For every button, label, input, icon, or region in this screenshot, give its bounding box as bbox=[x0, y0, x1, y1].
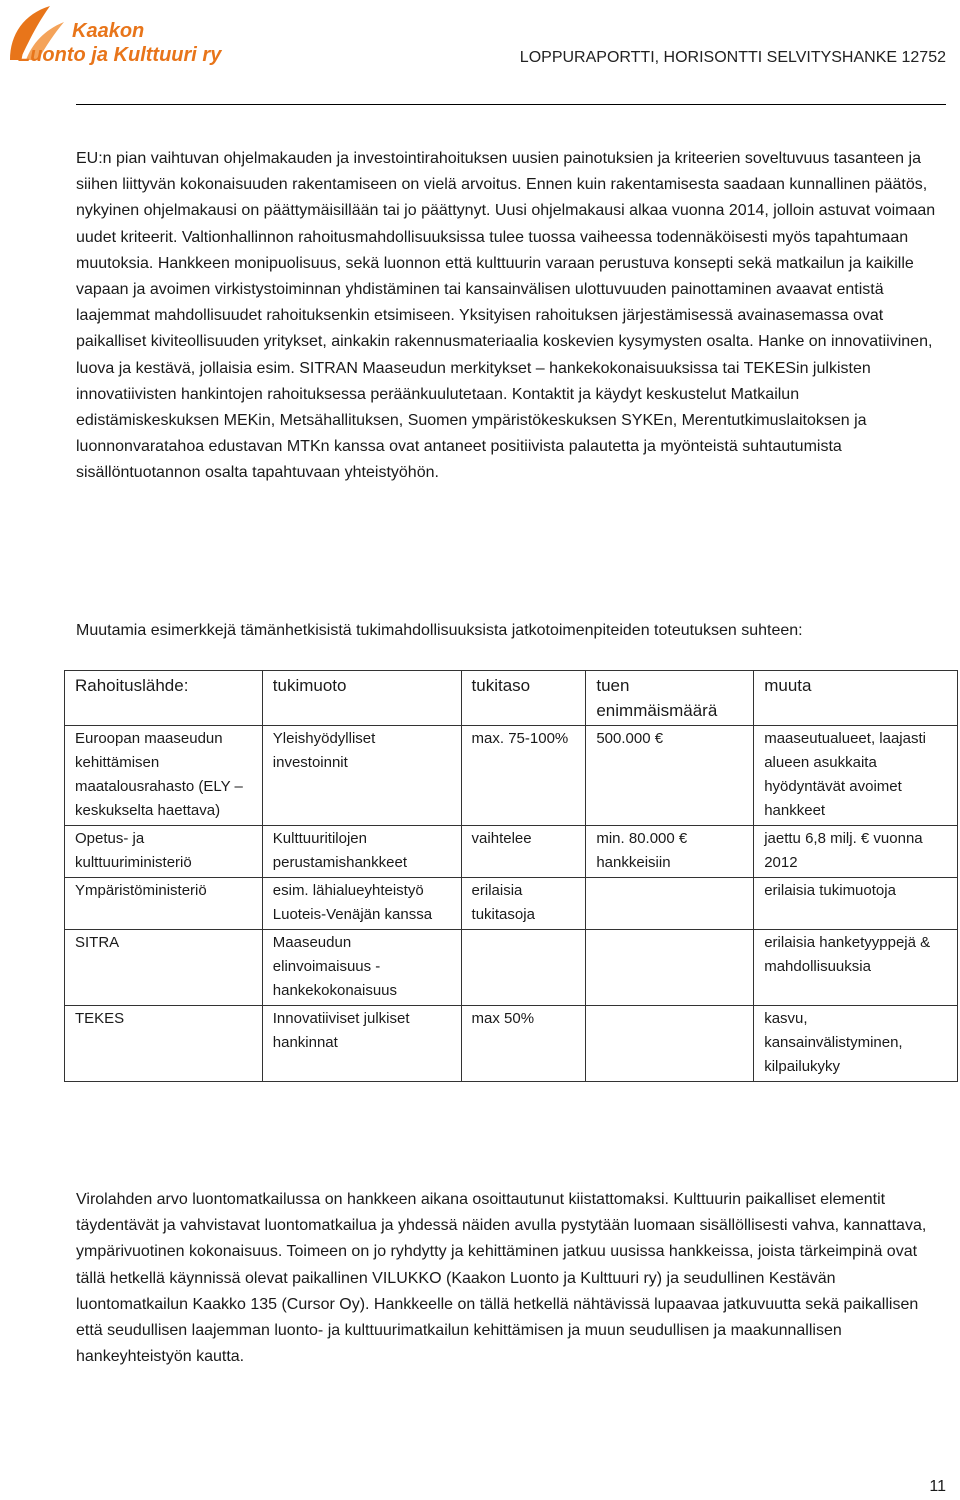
table-cell: Ympäristöministeriö bbox=[65, 878, 263, 930]
table-cell: min. 80.000 € hankkeisiin bbox=[586, 826, 754, 878]
table-row bbox=[65, 726, 958, 826]
table-row bbox=[65, 826, 958, 878]
table-cell: Kulttuuritilojen perustamishankkeet bbox=[262, 826, 461, 878]
column-header-support-type: tukimuoto bbox=[262, 671, 461, 726]
table-cell: SITRA bbox=[65, 930, 263, 1006]
table-cell bbox=[586, 930, 754, 1006]
table-cell: Euroopan maaseudun kehittämisen maatalousrahasto (ELY –keskukselta haettava) bbox=[65, 726, 263, 826]
table-cell: erilaisia tukitasoja bbox=[461, 878, 586, 930]
paragraph-nature-tourism: Virolahden arvo luontomatkailussa on hankkeen aikana osoittautunut kiistattomaksi. Kulttuurin paikalliset elementit täydentävät ja vahvistavat luontomatkailua ja yhdessä näiden avulla pystytään luomaan sisällöllisesti vahva, kannattava, ympärivuotinen kokonaisuus. Toimeen on jo ryhdytty ja kehittäminen jatkuu uusissa hankkeissa, joista tärkeimpinä ovat tällä hetkellä käynnissä olevat paikallinen VILUKKO (Kaakon Luonto ja Kulttuuri ry) ja seudullinen Kestävän luontomatkailun Kaakko 135 (Cursor Oy). Hankkeelle on tällä hetkellä nähtävissä lupaavaa jatkuvuutta sekä paikallisen että seudullisen laajemman luonto- ja kulttuurimatkailun kehittämisen ja muun seudullisen ja maakunnallisen hankeyhteistyön kautta. bbox=[76, 1191, 927, 1366]
table-cell: TEKES bbox=[65, 1006, 263, 1082]
table-cell bbox=[461, 930, 586, 1006]
table-intro-text: Muutamia esimerkkejä tämänhetkisistä tukimahdollisuuksista jatkotoimenpiteiden toteutuksen suhteen: bbox=[76, 622, 803, 639]
column-header-source: Rahoituslähde: bbox=[65, 671, 263, 726]
table-cell: 500.000 € bbox=[586, 726, 754, 826]
table-cell bbox=[586, 1006, 754, 1082]
logo-text-line1: Kaakon bbox=[72, 20, 145, 42]
table-cell bbox=[586, 878, 754, 930]
table-cell: max. 75-100% bbox=[461, 726, 586, 826]
table-cell: esim. lähialueyhteistyö Luoteis-Venäjän kanssa bbox=[262, 878, 461, 930]
column-header-support-level: tukitaso bbox=[461, 671, 586, 726]
table-cell: kasvu, kansainvälistyminen, kilpailukyky bbox=[754, 1006, 958, 1082]
report-title: LOPPURAPORTTI, HORISONTTI SELVITYSHANKE 12752 bbox=[519, 49, 946, 66]
table-cell: max 50% bbox=[461, 1006, 586, 1082]
table-row bbox=[65, 930, 958, 1006]
column-header-other: muuta bbox=[754, 671, 958, 726]
table-cell: maaseutualueet, laajasti alueen asukkaita hyödyntävät avoimet hankkeet bbox=[754, 726, 958, 826]
table-cell: vaihtelee bbox=[461, 826, 586, 878]
table-cell: Maaseudun elinvoimaisuus -hankekokonaisuus bbox=[262, 930, 461, 1006]
table-header-row bbox=[65, 671, 958, 726]
organization-logo bbox=[6, 4, 246, 70]
funding-options-table bbox=[64, 670, 958, 1082]
column-header-max-amount: tuen enimmäismäärä bbox=[586, 671, 754, 726]
table-cell: Opetus- ja kulttuuriministeriö bbox=[65, 826, 263, 878]
logo-text-line2: Luonto ja Kulttuuri ry bbox=[18, 44, 222, 66]
table-cell: Yleishyödylliset investoinnit bbox=[262, 726, 461, 826]
table-cell: Innovatiiviset julkiset hankinnat bbox=[262, 1006, 461, 1082]
table-cell: jaettu 6,8 milj. € vuonna 2012 bbox=[754, 826, 958, 878]
table-cell: erilaisia hanketyyppejä & mahdollisuuksia bbox=[754, 930, 958, 1006]
table-row bbox=[65, 878, 958, 930]
table-row bbox=[65, 1006, 958, 1082]
paragraph-funding-outlook: EU:n pian vaihtuvan ohjelmakauden ja investointirahoituksen uusien painotuksien ja kriteerien soveltuvuus tasanteen ja siihen liittyvän kokonaisuuden rakentamiseen on vielä arvoitus. Ennen kuin rakentamisesta saadaan kunnallinen päätös, nykyinen ohjelmakausi on päättymäisillään tai jo päättynyt. Uusi ohjelmakausi alkaa vuonna 2014, jolloin astuvat voimaan uudet kriteerit. Valtionhallinnon rahoitusmahdollisuuksissa tulee tuossa vaiheessa todennäköisesti myös tapahtumaan muutoksia. Hankkeen monipuolisuus, sekä luonnon että kulttuurin varaan perustuva konsepti sekä matkailun ja kaikille vapaan ja avoimen virkistystoiminnan yhdistäminen tai kansainvälisen ulottuvuuden painottaminen avaavat entistä laajemmat mahdollisuudet rahoituksenkin etsimiseen. Yksityisen rahoituksen järjestämisessä avainasemassa ovat paikalliset kiviteollisuuden yritykset, ainkakin rakennusmateriaalia koskevien kysymysten osalta. Hanke on innovatiivinen, luova ja kestävä, jollaisia esim. SITRAN Maaseudun merkitykset – hankekokonaisuuksissa tai TEKESin julkisten innovatiivisten hankintojen rahoituksessa peräänkuulutetaan. Kontaktit ja käydyt keskustelut Matkailun edistämiskeskuksen MEKin, Metsähallituksen, Suomen ympäristökeskuksen SYKEn, Merentutkimuslaitoksen ja luonnonvaratahoa edustavan MTKn kanssa ovat antaneet positiivista palautetta ja myönteistä suhtautumista sisällöntuotannon osalta tapahtuvaan yhteistyöhön. bbox=[76, 150, 936, 482]
header-divider bbox=[76, 104, 946, 105]
table-cell: erilaisia tukimuotoja bbox=[754, 878, 958, 930]
page-number: 11 bbox=[929, 1478, 946, 1495]
